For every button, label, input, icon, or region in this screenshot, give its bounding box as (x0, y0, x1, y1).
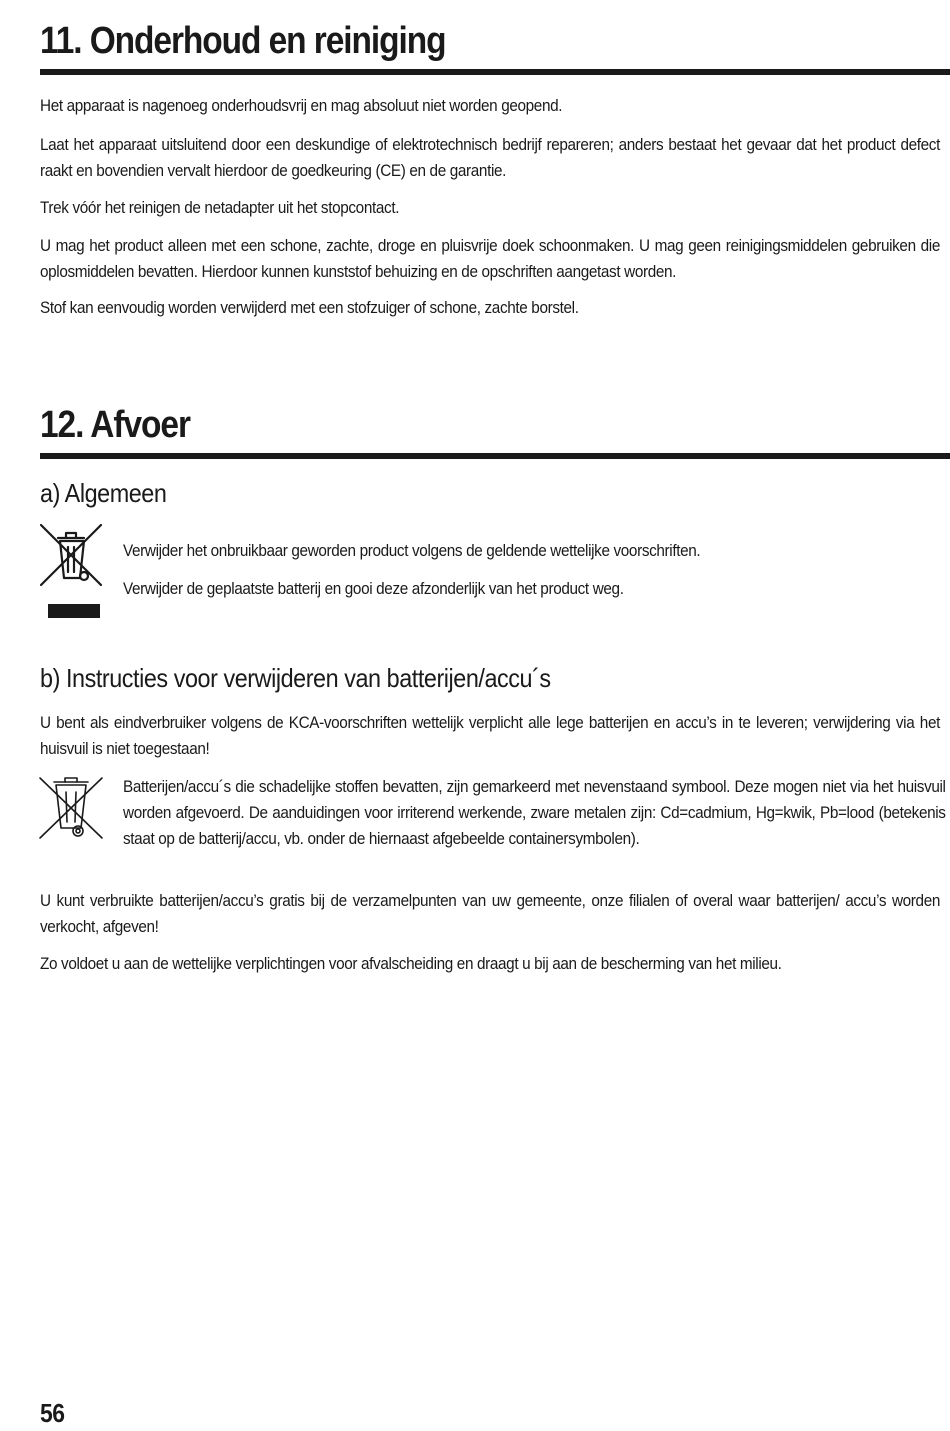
battery-symbol-text: Batterijen/accu´s die schadelijke stoffen bevatten, zijn gemarkeerd met nevenstaand symbool. Deze mogen niet via het huisvuil worden afgevoerd. De aanduidingen voor irriterend werkende, zware metalen zijn: Cd=cadmium, Hg=kwik, Pb=lood (betekenis staat op de batterij/accu, vb. onder de hiernaast afgebeelde containersymbolen). (123, 777, 946, 848)
section-11-rule (40, 69, 950, 75)
weee-crossed-bin-icon (38, 522, 104, 620)
section-11-title: 11. Onderhoud en reiniging (40, 20, 446, 62)
section-11-paragraph: Stof kan eenvoudig worden verwijderd met een stofzuiger of schone, zachte borstel. (40, 298, 579, 317)
section-11-paragraph: U mag het product alleen met een schone, zachte, droge en pluisvrije doek schoonmaken. U mag geen reinigingsmiddelen gebruiken die oplosmiddelen bevatten. Hierdoor kunnen kunststof behuizing en de opschriften aangetast worden. (40, 236, 940, 281)
section-11-paragraph: Trek vóór het reinigen de netadapter uit het stopcontact. (40, 198, 400, 217)
subsection-a-title: a) Algemeen (40, 478, 167, 508)
subsection-b-paragraph: U kunt verbruikte batterijen/accu’s gratis bij de verzamelpunten van uw gemeente, onze filialen of overal waar batterijen/ accu’s worden verkocht, afgeven! (40, 891, 940, 936)
battery-disposal-bin-icon (38, 772, 104, 842)
subsection-b-paragraph: Zo voldoet u aan de wettelijke verplichtingen voor afvalscheiding en draagt u bij aan de bescherming van het milieu. (40, 954, 782, 973)
subsection-b-title: b) Instructies voor verwijderen van batterijen/accu´s (40, 663, 551, 693)
section-12-title: 12. Afvoer (40, 404, 190, 446)
subsection-a-paragraph: Verwijder het onbruikbaar geworden product volgens de geldende wettelijke voorschriften. (123, 541, 701, 560)
page-number: 56 (40, 1398, 65, 1428)
section-12-rule (40, 453, 950, 459)
section-11-paragraph: Het apparaat is nagenoeg onderhoudsvrij en mag absoluut niet worden geopend. (40, 96, 563, 115)
section-11-paragraph: Laat het apparaat uitsluitend door een deskundige of elektrotechnisch bedrijf repareren; anders bestaat het gevaar dat het product defect raakt en bovendien vervalt hierdoor de goedkeuring (CE) en de garantie. (40, 135, 940, 180)
subsection-a-paragraph: Verwijder de geplaatste batterij en gooi deze afzonderlijk van het product weg. (123, 579, 624, 598)
subsection-b-intro: U bent als eindverbruiker volgens de KCA-voorschriften wettelijk verplicht alle lege batterijen en accu’s in te leveren; verwijdering via het huisvuil is niet toegestaan! (40, 713, 940, 758)
